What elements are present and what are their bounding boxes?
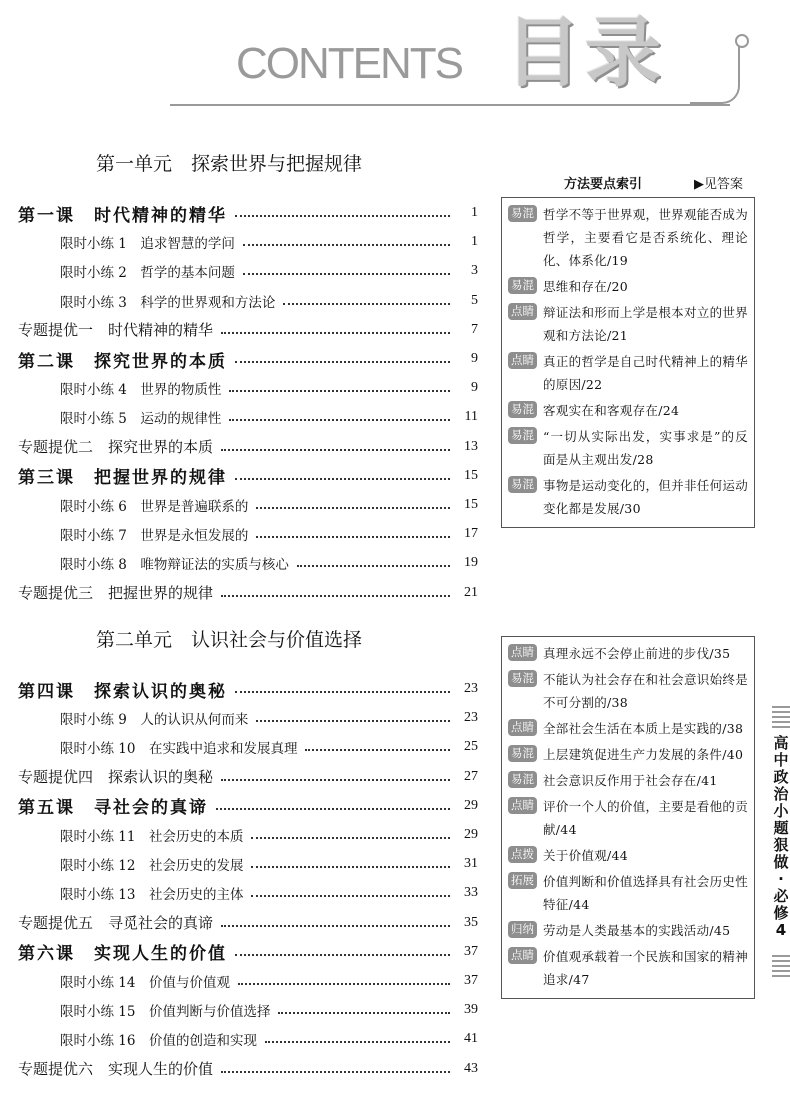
- toc-entry-drill[interactable]: [60, 1026, 478, 1052]
- toc-leader-dots: [243, 273, 450, 275]
- toc-entry-topic[interactable]: [18, 580, 478, 606]
- toc-leader-dots: [283, 303, 450, 305]
- toc-entry-title: 第六课 实现人生的价值: [18, 944, 227, 965]
- toc-entry-title: 专题提优三 把握世界的规律: [18, 584, 214, 603]
- method-badge: 易混: [508, 205, 537, 222]
- toc-entry-drill[interactable]: [60, 550, 478, 576]
- toc-page-number: 23: [464, 710, 478, 726]
- toc-leader-dots: [221, 332, 450, 334]
- toc-page-number: 19: [464, 555, 478, 571]
- toc-leader-dots: [278, 1012, 450, 1014]
- toc-page-number: 23: [464, 681, 478, 696]
- toc-entry-title: 限时小练 14 价值与价值观: [60, 975, 230, 991]
- header-rule: [170, 104, 730, 106]
- toc-entry-lesson[interactable]: [18, 346, 478, 372]
- toc-entry-lesson[interactable]: [18, 463, 478, 489]
- method-badge: 易混: [508, 476, 537, 493]
- toc-leader-dots: [221, 595, 450, 597]
- method-item: [508, 844, 748, 867]
- toc-entry-topic[interactable]: [18, 910, 478, 936]
- toc-page-number: 37: [464, 943, 478, 959]
- spine-stripes-top: [772, 706, 790, 730]
- method-item: [508, 474, 748, 520]
- toc-entry-title: 限时小练 13 社会历史的主体: [60, 887, 244, 904]
- method-text: 真正的哲学是自己时代精神上的精华的原因/22: [543, 354, 748, 392]
- toc-leader-dots: [305, 749, 450, 751]
- toc-entry-title: 限时小练 6 世界是普遍联系的: [60, 499, 249, 515]
- toc-leader-dots: [235, 478, 450, 480]
- toc-entry-title: 专题提优五 寻觅社会的真谛: [18, 914, 214, 933]
- toc-leader-dots: [256, 720, 450, 722]
- toc-leader-dots: [221, 449, 450, 451]
- toc-leader-dots: [221, 1071, 450, 1073]
- toc-leader-dots: [216, 808, 450, 810]
- toc-page-number: 33: [464, 885, 478, 901]
- method-text: 评价一个人的价值，主要是看他的贡献/44: [543, 799, 748, 837]
- toc-page-number: 41: [464, 1031, 478, 1047]
- toc-leader-dots: [235, 215, 450, 217]
- toc-entry-title: 第一课 时代精神的精华: [18, 205, 227, 226]
- method-badge: 易混: [508, 771, 537, 788]
- toc-page-number: 3: [471, 263, 478, 279]
- toc-entry-drill[interactable]: [60, 734, 478, 760]
- toc-entry-drill[interactable]: [60, 258, 478, 284]
- toc-entry-title: 限时小练 1 追求智慧的学问: [60, 236, 235, 253]
- toc-page-number: 9: [471, 380, 478, 396]
- toc-entry-drill[interactable]: [60, 705, 478, 731]
- toc-entry-title: 专题提优一 时代精神的精华: [18, 321, 214, 340]
- toc-page-number: 37: [464, 973, 478, 988]
- toc-leader-dots: [238, 983, 450, 985]
- toc-entry-title: 第四课 探索认识的奥秘: [18, 681, 227, 702]
- method-text: 上层建筑促进生产力发展的条件/40: [543, 747, 744, 762]
- toc-page-number: 27: [464, 768, 478, 784]
- toc-leader-dots: [251, 895, 450, 897]
- toc-entry-title: 专题提优二 探究世界的本质: [18, 438, 214, 457]
- method-text: 社会意识反作用于社会存在/41: [543, 773, 718, 788]
- toc-entry-title: 限时小练 11 社会历史的本质: [60, 829, 244, 845]
- method-badge: 点睛: [508, 303, 537, 320]
- toc-page-number: 21: [464, 584, 478, 600]
- toc-entry-title: 限时小练 5 运动的规律性: [60, 411, 222, 428]
- method-text: 价值判断和价值选择具有社会历史性特征/44: [543, 874, 748, 912]
- method-item: [508, 425, 748, 471]
- header-curve-decoration: [690, 40, 740, 104]
- toc-leader-dots: [221, 925, 450, 927]
- method-badge: 易混: [508, 401, 537, 418]
- toc-page-number: 5: [471, 292, 478, 308]
- method-box-unit2: [501, 636, 755, 999]
- toc-entry-title: 限时小练 4 世界的物质性: [60, 382, 222, 399]
- method-item: [508, 919, 748, 942]
- method-item: [508, 301, 748, 347]
- toc-page-number: 1: [471, 234, 478, 250]
- method-box-unit1: [501, 197, 755, 528]
- spine-stripes-bottom: [772, 955, 790, 979]
- toc-entry-lesson[interactable]: [18, 793, 478, 819]
- method-badge: 易混: [508, 670, 537, 687]
- toc-page-number: 29: [464, 827, 478, 842]
- toc-entry-title: 第三课 把握世界的规律: [18, 468, 227, 489]
- toc-entry-title: 专题提优六 实现人生的价值: [18, 1060, 214, 1079]
- method-text: 价值观承载着一个民族和国家的精神追求/47: [543, 949, 748, 987]
- method-item: [508, 668, 748, 714]
- toc-entry-title: 限时小练 9 人的认识从何而来: [60, 712, 249, 729]
- toc-page-number: 15: [464, 467, 478, 483]
- toc-entry-lesson[interactable]: [18, 676, 478, 702]
- toc-entry-topic[interactable]: [18, 1056, 478, 1082]
- toc-entry-drill[interactable]: [60, 492, 478, 518]
- toc-leader-dots: [235, 691, 450, 693]
- toc-entry-title: 专题提优四 探索认识的奥秘: [18, 768, 214, 787]
- method-text: 客观实在和客观存在/24: [543, 403, 680, 418]
- toc-leader-dots: [256, 536, 450, 538]
- toc-page-number: 13: [464, 438, 478, 454]
- toc-entry-title: 限时小练 15 价值判断与价值选择: [60, 1004, 271, 1021]
- toc-entry-drill[interactable]: [60, 880, 478, 906]
- method-item: [508, 769, 748, 792]
- toc-entry-drill[interactable]: [60, 404, 478, 430]
- toc-page-number: 43: [464, 1060, 478, 1076]
- toc-entry-topic[interactable]: [18, 317, 478, 343]
- method-badge: 点睛: [508, 797, 537, 814]
- method-text: 劳动是人类最基本的实践活动/45: [543, 923, 731, 938]
- toc-page-number: 9: [471, 351, 478, 366]
- method-badge: 点睛: [508, 947, 537, 964]
- toc-leader-dots: [251, 837, 450, 839]
- unit1-title: 第一单元 探索世界与把握规律: [96, 153, 363, 175]
- method-item: [508, 795, 748, 841]
- method-badge: 点睛: [508, 644, 537, 661]
- method-text: 哲学不等于世界观，世界观能否成为哲学，主要看它是否系统化、理论化、体系化/19: [543, 207, 748, 268]
- method-item: [508, 743, 748, 766]
- unit2-title: 第二单元 认识社会与价值选择: [96, 629, 363, 651]
- contents-heading: CONTENTS: [236, 39, 462, 88]
- header-dot-decoration: [735, 34, 749, 48]
- toc-entry-title: 限时小练 3 科学的世界观和方法论: [60, 294, 276, 311]
- toc-entry-drill[interactable]: [60, 968, 478, 994]
- toc-page-number: 39: [464, 1002, 478, 1018]
- method-badge: 归纳: [508, 921, 537, 938]
- toc-page-number: 7: [471, 321, 478, 337]
- method-badge: 易混: [508, 427, 537, 444]
- method-index-title: 方法要点索引: [564, 177, 643, 192]
- method-badge: 拓展: [508, 872, 537, 889]
- toc-entry-title: 第五课 寻社会的真谛: [18, 798, 208, 819]
- method-badge: 点睛: [508, 719, 537, 736]
- toc-page-number: 31: [464, 856, 478, 872]
- toc-leader-dots: [265, 1041, 450, 1043]
- toc-page-number: 11: [464, 409, 478, 425]
- toc-page-number: 35: [464, 914, 478, 930]
- toc-leader-dots: [256, 507, 450, 509]
- toc-leader-dots: [235, 361, 450, 363]
- toc-entry-drill[interactable]: [60, 288, 478, 314]
- toc-entry-drill[interactable]: [60, 375, 478, 401]
- toc-entry-title: 限时小练 8 唯物辩证法的实质与核心: [60, 557, 289, 574]
- toc-entry-title: 限时小练 7 世界是永恒发展的: [60, 528, 249, 545]
- toc-entry-title: 限时小练 12 社会历史的发展: [60, 858, 244, 875]
- method-badge: 点拨: [508, 846, 537, 863]
- toc-entry-title: 第二课 探究世界的本质: [18, 351, 227, 372]
- method-text: 全部社会生活在本质上是实践的/38: [543, 721, 744, 736]
- method-item: [508, 717, 748, 740]
- mulu-heading: 目录: [505, 8, 665, 97]
- toc-leader-dots: [229, 390, 450, 392]
- method-item: [508, 203, 748, 272]
- method-badge: 点睛: [508, 352, 537, 369]
- method-item: [508, 642, 748, 665]
- toc-entry-lesson[interactable]: [18, 200, 478, 226]
- method-text: 思维和存在/20: [543, 279, 629, 294]
- method-badge: 易混: [508, 745, 537, 762]
- method-text: 真理永远不会停止前进的步伐/35: [543, 646, 731, 661]
- toc-entry-drill[interactable]: [60, 521, 478, 547]
- toc-entry-drill[interactable]: [60, 229, 478, 255]
- toc-leader-dots: [243, 244, 450, 246]
- toc-entry-title: 限时小练 2 哲学的基本问题: [60, 265, 235, 282]
- toc-page-number: 25: [464, 739, 478, 755]
- toc-entry-drill[interactable]: [60, 997, 478, 1023]
- toc-page-number: 15: [464, 497, 478, 512]
- method-text: 不能认为社会存在和社会意识始终是不可分割的/38: [543, 672, 748, 710]
- method-text: 关于价值观/44: [543, 848, 629, 863]
- toc-leader-dots: [297, 565, 450, 567]
- toc-leader-dots: [229, 419, 450, 421]
- method-item: [508, 275, 748, 298]
- method-text: 事物是运动变化的，但并非任何运动变化都是发展/30: [543, 478, 748, 516]
- toc-entry-drill[interactable]: [60, 851, 478, 877]
- toc-entry-drill[interactable]: [60, 822, 478, 848]
- method-text: “一切从实际出发，实事求是”的反面是从主观出发/28: [543, 429, 748, 467]
- method-badge: 易混: [508, 277, 537, 294]
- method-text: 辩证法和形而上学是根本对立的世界观和方法论/21: [543, 305, 748, 343]
- toc-page-number: 17: [464, 526, 478, 542]
- method-item: [508, 945, 748, 991]
- toc-leader-dots: [251, 866, 450, 868]
- method-item: [508, 870, 748, 916]
- toc-entry-title: 限时小练 16 价值的创造和实现: [60, 1033, 257, 1050]
- toc-page-number: 29: [464, 797, 478, 813]
- toc-leader-dots: [235, 954, 450, 956]
- method-item: [508, 350, 748, 396]
- spine-label: 高中政治 小题狠做·必修4: [773, 734, 789, 939]
- method-item: [508, 399, 748, 422]
- toc-entry-topic[interactable]: [18, 434, 478, 460]
- toc-leader-dots: [221, 779, 450, 781]
- toc-entry-title: 限时小练 10 在实践中追求和发展真理: [60, 741, 298, 758]
- answer-note: ▶见答案: [694, 177, 743, 192]
- toc-page-number: 1: [471, 205, 478, 220]
- toc-entry-topic[interactable]: [18, 764, 478, 790]
- toc-entry-lesson[interactable]: [18, 939, 478, 965]
